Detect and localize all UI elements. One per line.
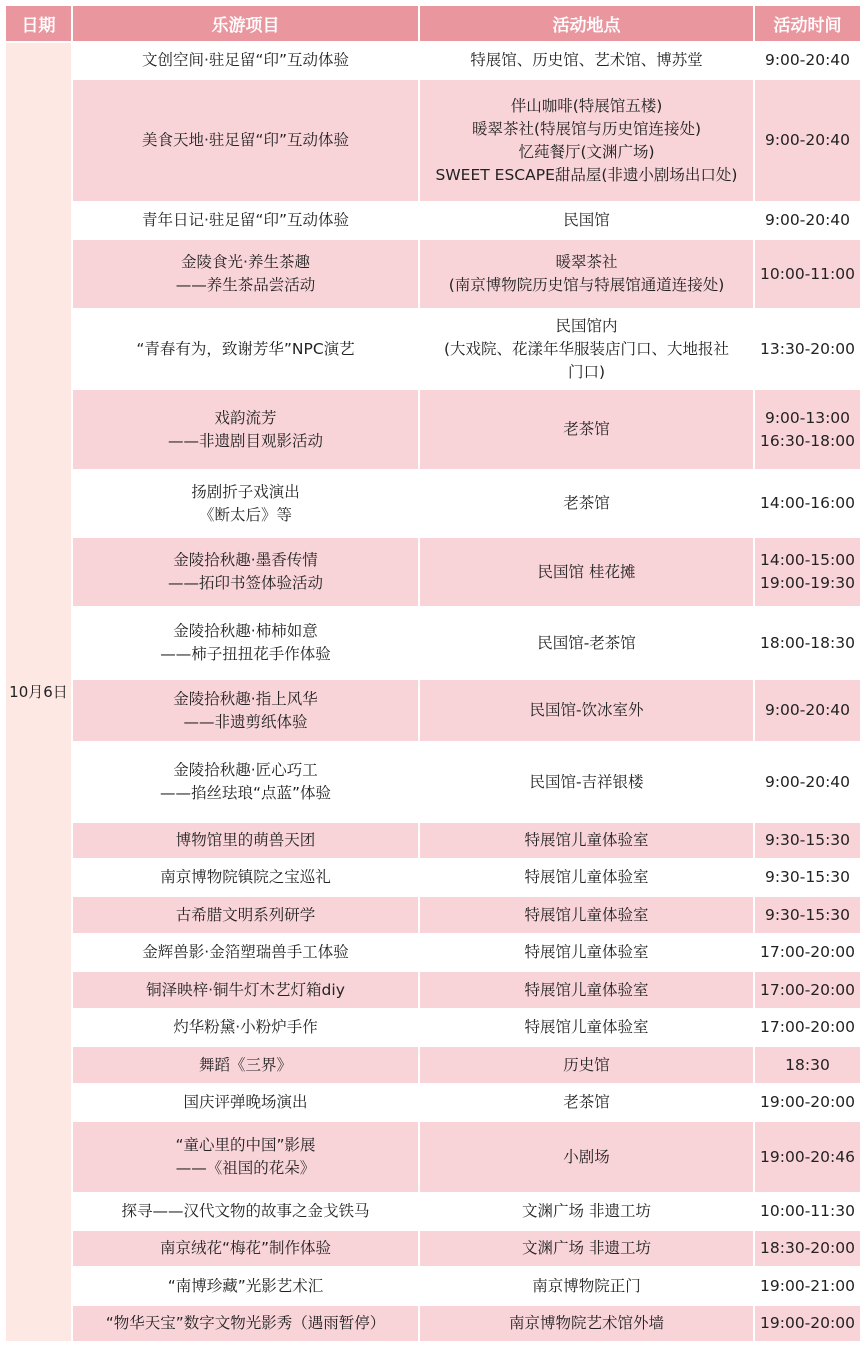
table-row (5, 822, 861, 859)
time-cell-line: 14:00-16:00 (760, 494, 855, 512)
location-cell-line: 民国馆内 (555, 316, 618, 335)
item-cell-line: “南博珍藏”光影艺术汇 (167, 1276, 324, 1295)
item-cell-line: 美食天地·驻足留“印”互动体验 (142, 131, 349, 149)
location-cell-line: 南京博物院正门 (532, 1276, 641, 1295)
time-cell-line: 18:30 (785, 1055, 830, 1074)
table-row (5, 79, 861, 202)
location-cell-line: 特展馆儿童体验室 (524, 868, 649, 886)
item-cell-line: 金陵拾秋趣·指上风华 (173, 689, 318, 708)
location-cell-line: 历史馆 (563, 1055, 610, 1074)
location-cell-line: 暖翠茶社 (555, 253, 618, 271)
time-cell-line: 19:00-21:00 (760, 1276, 855, 1295)
time-cell (754, 1230, 861, 1267)
table-row (5, 389, 861, 470)
time-cell (754, 389, 861, 470)
item-cell-line: 金陵拾秋趣·墨香传情 (173, 551, 318, 569)
time-cell-line: 17:00-20:00 (760, 980, 855, 999)
item-cell-line: 南京博物院镇院之宝巡礼 (160, 868, 331, 886)
time-cell (754, 1046, 861, 1084)
table-row (5, 679, 861, 742)
item-cell-line: ——掐丝珐琅“点蓝”体验 (159, 784, 332, 802)
location-cell (419, 934, 754, 971)
item-cell-line: 扬剧折子戏演出 (191, 482, 300, 501)
location-cell (419, 1305, 754, 1342)
time-cell-line: 14:00-15:00 (760, 551, 855, 569)
item-cell (72, 607, 419, 679)
item-cell-line: 博物馆里的萌兽天团 (175, 831, 316, 849)
location-cell (419, 607, 754, 679)
location-cell-line: 特展馆儿童体验室 (524, 943, 649, 961)
item-cell-line: 金辉兽影·金箔塑瑞兽手工体验 (142, 943, 349, 961)
time-cell (754, 1009, 861, 1046)
item-cell-line: ——非遗剪纸体验 (183, 712, 308, 731)
table-row (5, 202, 861, 239)
item-cell-line: 探寻——汉代文物的故事之金戈铁马 (121, 1202, 370, 1220)
time-cell-line: 9:30-15:30 (764, 831, 851, 849)
item-cell (72, 971, 419, 1009)
item-cell (72, 1084, 419, 1121)
item-cell (72, 822, 419, 859)
item-cell (72, 79, 419, 202)
location-cell-line: 民国馆 (563, 211, 610, 229)
time-cell-line: 18:00-18:30 (760, 633, 855, 652)
location-cell-line: 特展馆儿童体验室 (524, 980, 649, 999)
time-cell-line: 9:00-20:40 (764, 701, 851, 719)
item-cell-line: ——非遗剧目观影活动 (167, 431, 323, 450)
time-cell-line: 9:00-20:40 (764, 131, 851, 149)
location-cell-line: 民国馆-老茶馆 (537, 633, 636, 652)
time-cell (754, 79, 861, 202)
location-cell (419, 1009, 754, 1046)
item-cell-line: ——养生茶品尝活动 (175, 276, 316, 294)
table-row (5, 1305, 861, 1342)
time-cell (754, 679, 861, 742)
item-cell (72, 42, 419, 79)
location-cell-line: 特展馆儿童体验室 (524, 1018, 649, 1036)
time-cell (754, 1193, 861, 1230)
location-cell-line: 老茶馆 (563, 494, 610, 512)
location-cell (419, 1121, 754, 1193)
table-row (5, 1121, 861, 1193)
table-row (5, 1230, 861, 1267)
time-cell-line: 10:00-11:30 (760, 1202, 855, 1220)
item-cell-line: 戏韵流芳 (214, 408, 277, 427)
time-cell-line: 17:00-20:00 (760, 943, 855, 961)
location-cell-line: (南京博物院历史馆与特展馆通道连接处) (448, 276, 725, 294)
item-cell-line: 国庆评弹晚场演出 (183, 1093, 308, 1111)
item-cell-line: 舞蹈《三界》 (198, 1055, 292, 1074)
header-row (5, 5, 861, 42)
item-cell (72, 537, 419, 607)
item-cell-line: 金陵食光·养生茶趣 (181, 253, 310, 271)
table-row (5, 1193, 861, 1230)
location-cell-line: (大戏院、花漾年华服装店门口、大地报社 (443, 339, 730, 358)
location-cell (419, 42, 754, 79)
location-cell-line: 小剧场 (563, 1147, 610, 1166)
table-row (5, 607, 861, 679)
location-cell-line: 暖翠茶社(特展馆与历史馆连接处) (471, 119, 702, 138)
time-cell-line: 17:00-20:00 (760, 1018, 855, 1036)
location-cell-line: 忆莼餐厅(文渊广场) (518, 142, 655, 161)
time-cell (754, 742, 861, 822)
location-cell (419, 389, 754, 470)
time-cell (754, 202, 861, 239)
location-cell (419, 1193, 754, 1230)
header-time: 活动时间 (754, 5, 861, 42)
location-cell (419, 79, 754, 202)
item-cell (72, 896, 419, 934)
table-row (5, 859, 861, 896)
item-cell-line: 文创空间·驻足留“印”互动体验 (142, 51, 349, 69)
item-cell-line: “物华天宝”数字文物光影秀（遇雨暂停） (105, 1314, 386, 1332)
table-header (5, 5, 861, 42)
time-cell (754, 859, 861, 896)
location-cell (419, 822, 754, 859)
location-cell-line: 老茶馆 (563, 1093, 610, 1111)
time-cell (754, 309, 861, 389)
time-cell-line: 19:00-20:46 (760, 1147, 855, 1166)
location-cell-line: 老茶馆 (563, 420, 610, 438)
table-row (5, 742, 861, 822)
table-row (5, 896, 861, 934)
time-cell-line: 18:30-20:00 (760, 1239, 855, 1257)
location-cell (419, 239, 754, 309)
time-cell (754, 239, 861, 309)
table-row (5, 1046, 861, 1084)
location-cell (419, 470, 754, 537)
time-cell (754, 1267, 861, 1305)
table-row (5, 309, 861, 389)
item-cell (72, 1230, 419, 1267)
header-date: 日期 (5, 5, 72, 42)
item-cell (72, 470, 419, 537)
table-row (5, 1009, 861, 1046)
item-cell (72, 202, 419, 239)
location-cell-line: 南京博物院艺术馆外墙 (508, 1314, 664, 1332)
item-cell-line: 青年日记·驻足留“印”互动体验 (142, 211, 349, 229)
item-cell-line: 铜泽映梓·铜牛灯木艺灯箱diy (146, 980, 345, 999)
time-cell-line: 10:00-11:00 (760, 264, 855, 283)
location-cell (419, 971, 754, 1009)
item-cell (72, 1046, 419, 1084)
time-cell (754, 1305, 861, 1342)
header-location: 活动地点 (419, 5, 754, 42)
table-row (5, 971, 861, 1009)
location-cell (419, 679, 754, 742)
item-cell (72, 239, 419, 309)
item-cell (72, 742, 419, 822)
time-cell-line: 19:00-19:30 (760, 574, 855, 592)
item-cell-line: ——柿子扭扭花手作体验 (160, 645, 331, 663)
item-cell-line: 金陵拾秋趣·柿柿如意 (173, 622, 318, 640)
time-cell (754, 537, 861, 607)
location-cell (419, 1230, 754, 1267)
table-row (5, 239, 861, 309)
time-cell (754, 470, 861, 537)
item-cell-line: 古希腊文明系列研学 (175, 905, 316, 924)
item-cell (72, 934, 419, 971)
item-cell (72, 679, 419, 742)
location-cell-line: 民国馆 桂花摊 (537, 562, 636, 581)
location-cell-line: 门口) (567, 362, 606, 381)
time-cell-line: 9:30-15:30 (764, 868, 851, 886)
location-cell-line: 特展馆、历史馆、艺术馆、博苏堂 (470, 51, 703, 69)
table-row (5, 470, 861, 537)
table-row (5, 934, 861, 971)
time-cell (754, 934, 861, 971)
time-cell-line: 19:00-20:00 (760, 1093, 855, 1111)
time-cell (754, 1084, 861, 1121)
time-cell (754, 607, 861, 679)
time-cell (754, 896, 861, 934)
location-cell-line: 民国馆-饮冰室外 (529, 701, 644, 719)
table-row (5, 537, 861, 607)
location-cell (419, 742, 754, 822)
table-row (5, 1267, 861, 1305)
item-cell (72, 1267, 419, 1305)
item-cell (72, 1009, 419, 1046)
location-cell (419, 896, 754, 934)
location-cell-line: 文渊广场 非遗工坊 (522, 1239, 651, 1257)
location-cell (419, 1046, 754, 1084)
activity-schedule-table (4, 4, 862, 1343)
item-cell-line: “童心里的中国”影展 (175, 1136, 316, 1154)
time-cell (754, 1121, 861, 1193)
location-cell-line: 民国馆-吉祥银楼 (529, 772, 644, 791)
item-cell-line: 《断太后》等 (198, 505, 292, 524)
item-cell (72, 859, 419, 896)
item-cell-line: ——拓印书签体验活动 (167, 574, 323, 592)
time-cell-line: 16:30-18:00 (760, 431, 855, 450)
location-cell-line: 文渊广场 非遗工坊 (522, 1202, 651, 1220)
item-cell (72, 1305, 419, 1342)
location-cell (419, 202, 754, 239)
item-cell-line: 灼华粉黛·小粉炉手作 (173, 1018, 318, 1036)
location-cell-line: 特展馆儿童体验室 (524, 905, 649, 924)
item-cell (72, 1121, 419, 1193)
location-cell-line: 特展馆儿童体验室 (524, 831, 649, 849)
location-cell (419, 1267, 754, 1305)
time-cell (754, 971, 861, 1009)
location-cell (419, 859, 754, 896)
item-cell (72, 309, 419, 389)
item-cell-line: ——《祖国的花朵》 (175, 1159, 316, 1177)
item-cell (72, 389, 419, 470)
time-cell-line: 13:30-20:00 (760, 339, 855, 358)
item-cell-line: “青春有为，致谢芳华”NPC演艺 (136, 339, 355, 358)
header-item: 乐游项目 (72, 5, 419, 42)
time-cell (754, 822, 861, 859)
time-cell-line: 9:30-15:30 (764, 905, 851, 924)
table-row (5, 42, 861, 79)
table-row (5, 1084, 861, 1121)
location-cell-line: SWEET ESCAPE甜品屋(非遗小剧场出口处) (435, 165, 738, 184)
location-cell (419, 537, 754, 607)
time-cell-line: 9:00-20:40 (764, 772, 851, 791)
location-cell (419, 309, 754, 389)
time-cell-line: 9:00-20:40 (764, 211, 851, 229)
time-cell-line: 9:00-13:00 (764, 408, 851, 427)
time-cell-line: 9:00-20:40 (764, 51, 851, 69)
item-cell-line: 南京绒花“梅花”制作体验 (159, 1239, 332, 1257)
item-cell (72, 1193, 419, 1230)
location-cell (419, 1084, 754, 1121)
table-body (5, 42, 861, 1342)
item-cell-line: 金陵拾秋趣·匠心巧工 (173, 761, 318, 779)
time-cell-line: 19:00-20:00 (760, 1314, 855, 1332)
time-cell (754, 42, 861, 79)
location-cell-line: 伴山咖啡(特展馆五楼) (510, 96, 663, 115)
date-cell: 10月6日 (5, 42, 72, 1342)
